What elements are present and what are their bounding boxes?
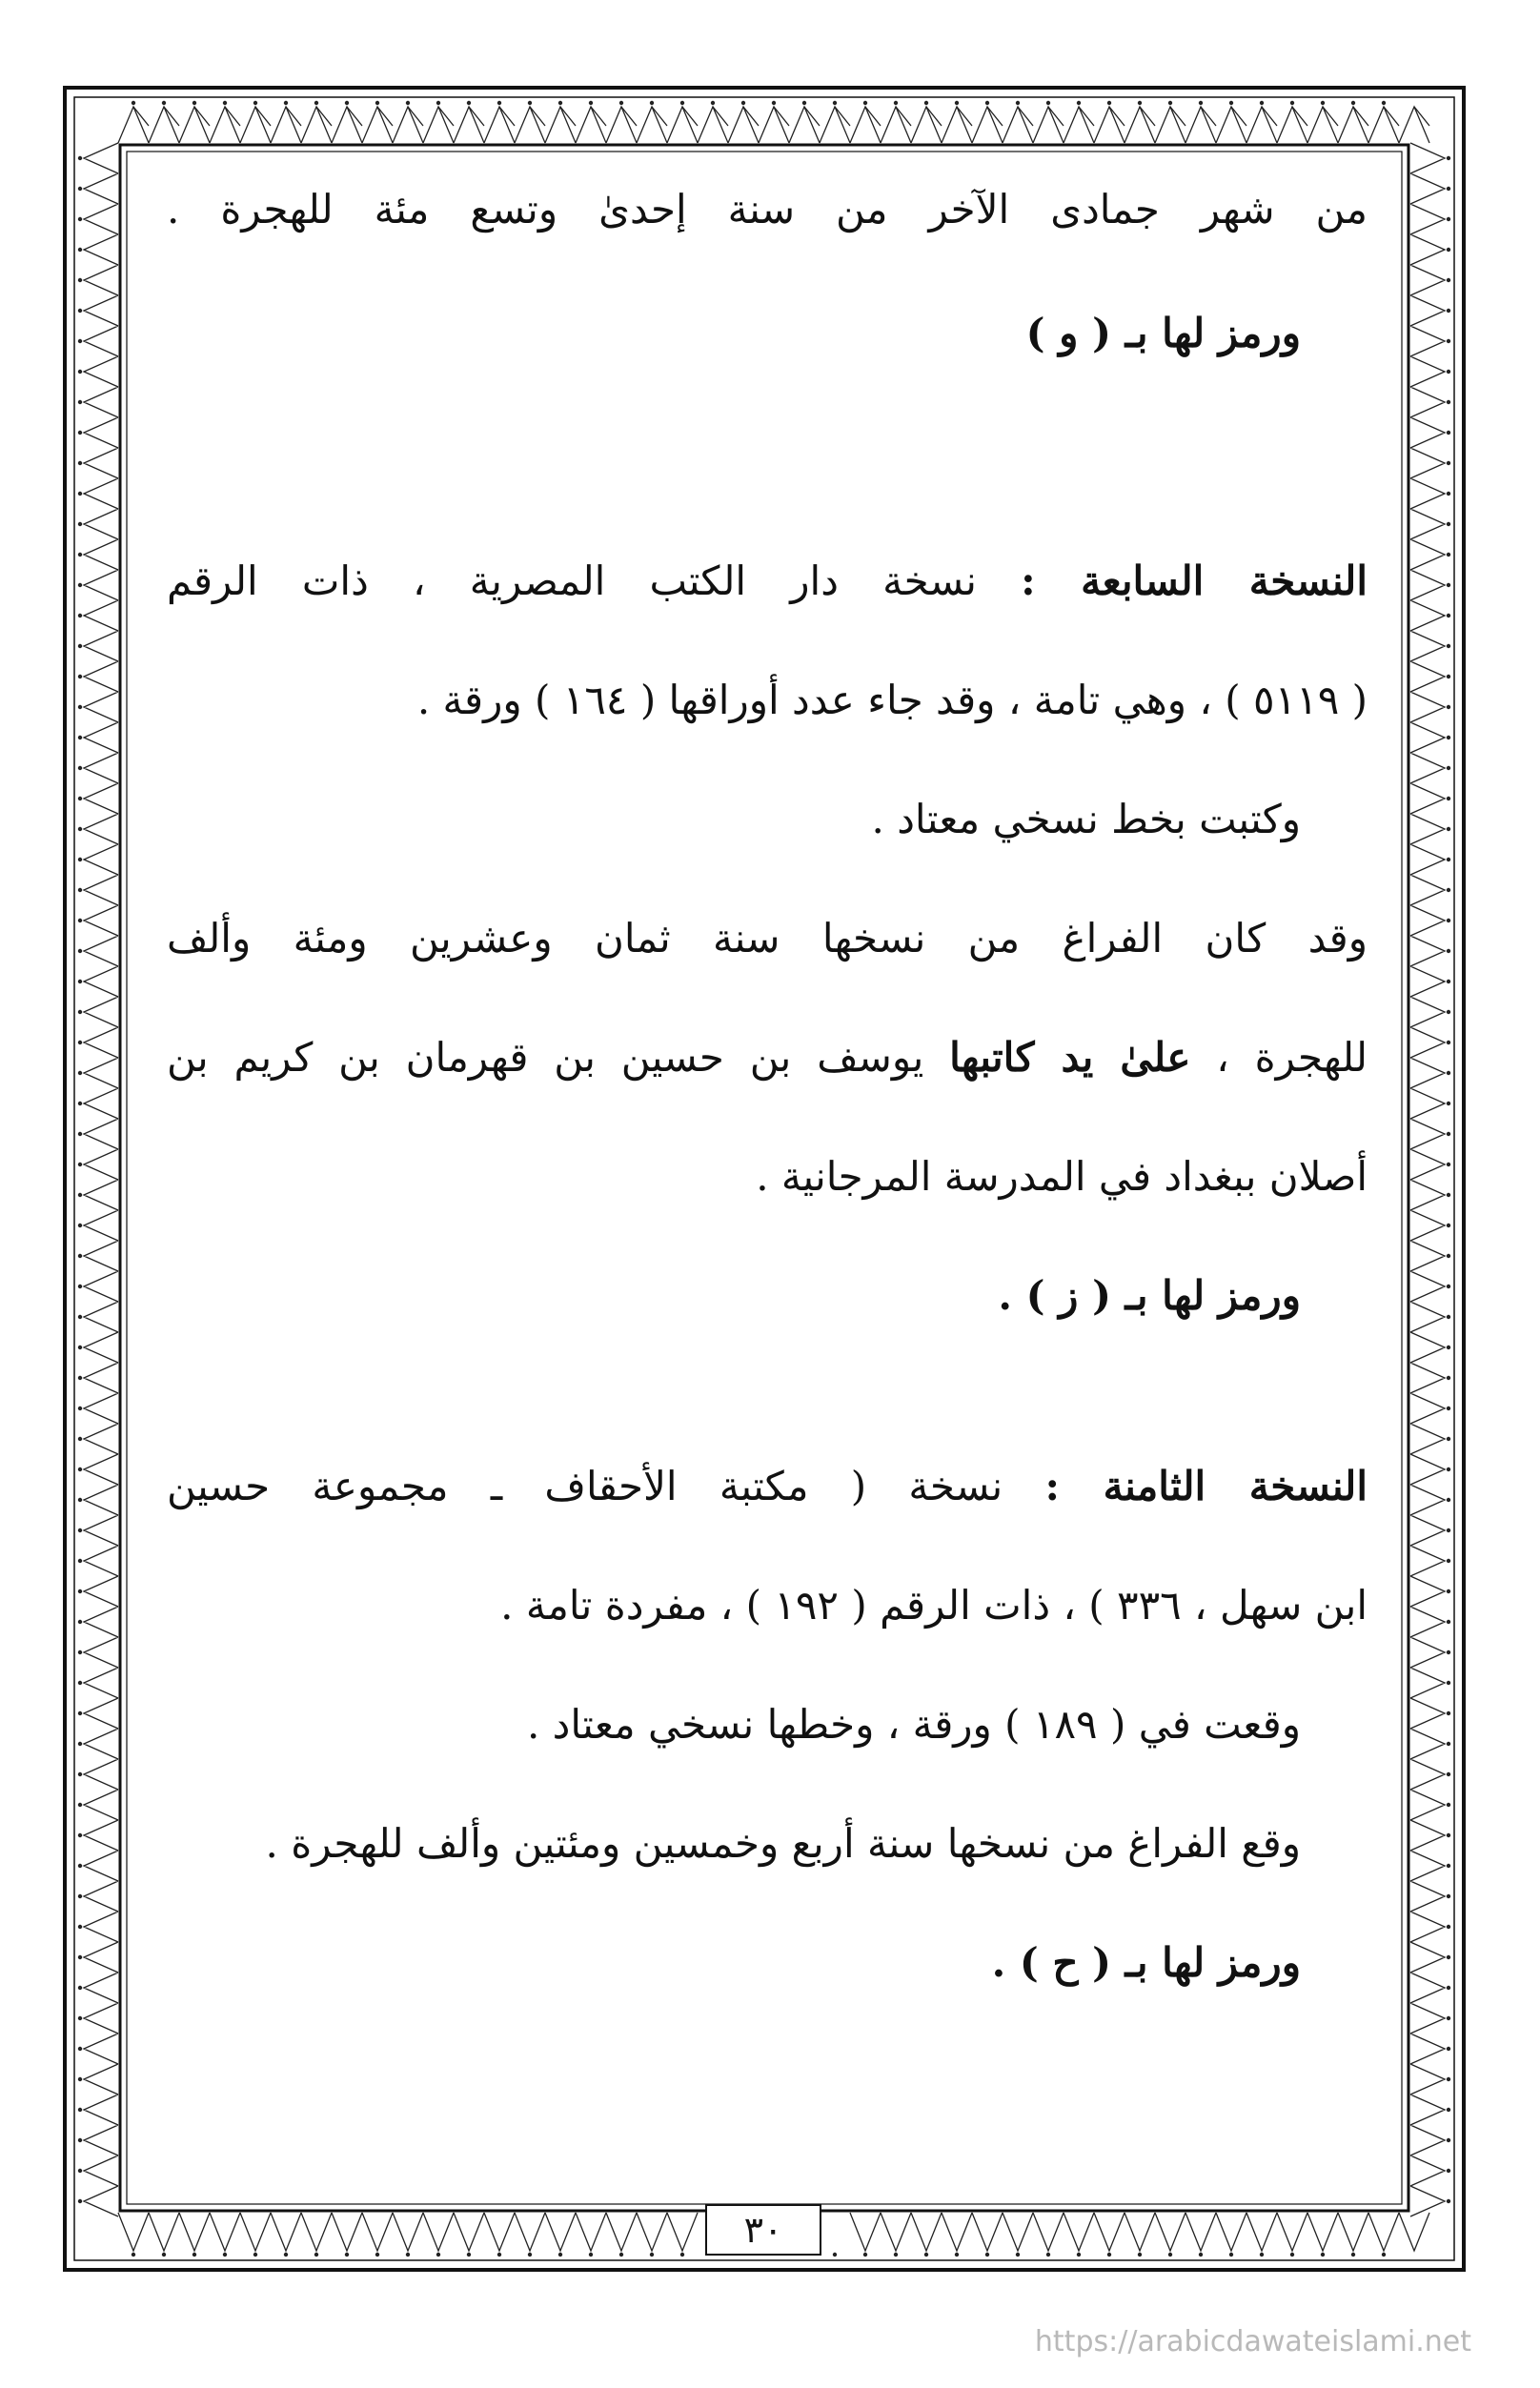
text-line-14-symbol-ha: ورمز لها بـ ( ح ) .	[991, 1939, 1301, 1986]
border-dot	[78, 309, 82, 313]
border-dot	[1077, 2253, 1081, 2256]
border-dot	[78, 1346, 82, 1349]
border-dot	[1447, 1467, 1450, 1471]
border-dot	[1229, 2253, 1233, 2256]
border-dot	[1447, 370, 1450, 374]
border-dot	[132, 101, 135, 105]
border-dot	[78, 888, 82, 892]
border-dot	[436, 2253, 440, 2256]
page-number: ٣٠	[705, 2204, 821, 2256]
border-dot	[78, 1193, 82, 1197]
border-dot	[1447, 217, 1450, 221]
border-dot	[1447, 1711, 1450, 1715]
border-dot	[467, 101, 471, 105]
border-dot	[78, 1224, 82, 1227]
border-dot	[1447, 1285, 1450, 1288]
border-dot	[985, 101, 989, 105]
border-dot	[1447, 1589, 1450, 1593]
border-dot	[1447, 1620, 1450, 1624]
border-dot	[406, 2253, 410, 2256]
border-dot	[1447, 766, 1450, 770]
border-dot	[78, 1163, 82, 1166]
border-dot	[78, 675, 82, 678]
border-dot	[772, 101, 776, 105]
border-dot	[680, 101, 684, 105]
border-dot	[467, 2253, 471, 2256]
border-dot	[1447, 187, 1450, 191]
border-dot	[1447, 797, 1450, 800]
text-line-eighth-copy	[167, 1458, 1368, 1515]
text-line-seventh-copy	[167, 553, 1368, 610]
text-line-11: ابن سهل ، ٣٣٦ ) ، ذات الرقم ( ١٩٢ ) ، مفردة تامة .	[500, 1582, 1368, 1629]
border-dot	[1138, 2253, 1142, 2256]
border-dot	[1447, 1224, 1450, 1227]
border-dot	[78, 1132, 82, 1136]
text-line-1: من شهر جمادى الآخر من سنة إحدىٰ وتسع مئة للهجرة .	[167, 186, 1368, 233]
border-dot	[1168, 2253, 1172, 2256]
border-dot	[78, 583, 82, 587]
border-dot	[1447, 1163, 1450, 1166]
border-dot	[162, 101, 166, 105]
border-dot	[78, 614, 82, 617]
border-dot	[78, 1681, 82, 1685]
border-dot	[924, 2253, 928, 2256]
border-dot	[1447, 461, 1450, 465]
border-dot	[78, 1254, 82, 1258]
border-dot	[1447, 1559, 1450, 1563]
border-dot	[78, 1742, 82, 1746]
border-dot	[192, 2253, 196, 2256]
border-dot	[78, 705, 82, 709]
border-dot	[1447, 1925, 1450, 1929]
border-dot	[1447, 858, 1450, 861]
border-dot	[1351, 2253, 1355, 2256]
border-dot	[955, 101, 959, 105]
border-dot	[78, 1102, 82, 1105]
border-dot	[314, 101, 318, 105]
border-dot	[1260, 2253, 1264, 2256]
border-dot	[78, 827, 82, 831]
eighth-copy-text: نسخة ( مكتبة الأحقاف ـ مجموعة حسين	[167, 1463, 1003, 1509]
border-dot	[1046, 2253, 1050, 2256]
border-dot	[833, 101, 837, 105]
border-dot	[1382, 101, 1386, 105]
border-dot	[1107, 101, 1111, 105]
border-dot	[78, 1772, 82, 1776]
border-dot	[1447, 553, 1450, 557]
border-dot	[1447, 1346, 1450, 1349]
border-dot	[1447, 1041, 1450, 1044]
border-dot	[1447, 400, 1450, 404]
border-dot	[1447, 1102, 1450, 1105]
border-dot	[78, 1041, 82, 1044]
border-dot	[1447, 919, 1450, 922]
border-dot	[78, 1071, 82, 1075]
text-body	[167, 181, 1368, 2182]
border-dot	[1447, 2077, 1450, 2081]
border-dot	[78, 1437, 82, 1441]
border-dot	[78, 492, 82, 496]
border-dot	[1447, 2199, 1450, 2203]
border-dot	[78, 339, 82, 343]
heading-eighth-copy: النسخة الثامنة :	[1044, 1463, 1368, 1509]
border-dot	[436, 101, 440, 105]
text-line-4: ( ٥١١٩ ) ، وهي تامة ، وقد جاء عدد أوراقها ( ١٦٤ ) ورقة .	[416, 677, 1368, 723]
border-dot	[78, 1559, 82, 1563]
border-dot	[1046, 101, 1050, 105]
border-dot	[1447, 2169, 1450, 2173]
border-dot	[1447, 2016, 1450, 2020]
border-dot	[78, 919, 82, 922]
border-dot	[1290, 2253, 1294, 2256]
border-dot	[78, 1894, 82, 1898]
border-dot	[78, 370, 82, 374]
border-dot	[192, 101, 196, 105]
border-dot	[406, 101, 410, 105]
border-dot	[802, 101, 806, 105]
border-dot	[375, 2253, 379, 2256]
border-dot	[78, 1315, 82, 1319]
border-dot	[284, 2253, 288, 2256]
border-dot	[1077, 101, 1081, 105]
border-dot	[1382, 2253, 1386, 2256]
border-dot	[345, 101, 349, 105]
text-line-2-symbol-waw: ورمز لها بـ ( و )	[1025, 310, 1301, 356]
border-dot	[78, 1986, 82, 1990]
border-dot	[78, 766, 82, 770]
border-dot	[955, 2253, 959, 2256]
border-dot	[78, 2138, 82, 2142]
border-dot	[78, 431, 82, 435]
border-dot	[1107, 2253, 1111, 2256]
border-dot	[497, 101, 501, 105]
border-dot	[78, 1955, 82, 1959]
heading-seventh-copy: النسخة السابعة :	[1021, 557, 1368, 604]
border-dot	[1199, 101, 1203, 105]
border-dot	[78, 2016, 82, 2020]
border-dot	[497, 2253, 501, 2256]
border-dot	[1447, 1864, 1450, 1868]
border-dot	[78, 522, 82, 526]
border-dot	[78, 2108, 82, 2112]
border-dot	[1447, 309, 1450, 313]
border-dot	[78, 187, 82, 191]
border-dot	[741, 101, 745, 105]
border-dot	[162, 2253, 166, 2256]
border-dot	[78, 949, 82, 953]
text-line-13: وقع الفراغ من نسخها سنة أربع وخمسين ومئتين وألف للهجرة .	[265, 1820, 1301, 1867]
text-line-6: وقد كان الفراغ من نسخها سنة ثمان وعشرين ومئة وألف	[167, 915, 1368, 961]
border-dot	[1447, 1193, 1450, 1197]
border-dot	[78, 1528, 82, 1532]
border-dot	[1447, 614, 1450, 617]
border-dot	[1447, 888, 1450, 892]
border-dot	[78, 1864, 82, 1868]
border-dot	[589, 101, 593, 105]
border-dot	[78, 1589, 82, 1593]
border-dot	[619, 2253, 623, 2256]
border-dot	[833, 2253, 837, 2256]
text-line-5: وكتبت بخط نسخي معتاد .	[871, 796, 1301, 842]
border-dot	[78, 644, 82, 648]
border-dot	[78, 1376, 82, 1380]
border-dot	[375, 101, 379, 105]
border-dot	[78, 461, 82, 465]
border-dot	[78, 2169, 82, 2173]
border-dot	[78, 1650, 82, 1654]
border-dot	[1229, 101, 1233, 105]
border-dot	[1447, 431, 1450, 435]
border-dot	[1447, 1010, 1450, 1014]
text-line-8: أصلان ببغداد في المدرسة المرجانية .	[756, 1153, 1368, 1200]
border-dot	[1447, 675, 1450, 678]
border-dot	[78, 1010, 82, 1014]
border-dot	[132, 2253, 135, 2256]
border-dot	[1447, 1650, 1450, 1654]
border-dot	[78, 2077, 82, 2081]
border-dot	[314, 2253, 318, 2256]
text-line-7-bold: علىٰ يد كاتبها	[949, 1034, 1191, 1081]
border-dot	[680, 2253, 684, 2256]
border-dot	[711, 101, 715, 105]
border-dot	[78, 1406, 82, 1410]
border-dot	[1199, 2253, 1203, 2256]
border-dot	[650, 101, 654, 105]
border-dot	[1447, 522, 1450, 526]
text-line-7	[167, 1029, 1368, 1086]
border-dot	[1447, 1742, 1450, 1746]
border-dot	[1447, 1254, 1450, 1258]
border-dot	[1447, 827, 1450, 831]
border-dot	[863, 2253, 867, 2256]
border-dot	[78, 1711, 82, 1715]
border-dot	[1447, 736, 1450, 739]
border-dot	[78, 278, 82, 282]
border-dot	[1447, 1406, 1450, 1410]
border-dot	[1447, 1681, 1450, 1685]
border-dot	[78, 1620, 82, 1624]
border-dot	[1447, 2108, 1450, 2112]
border-dot	[1351, 101, 1355, 105]
border-dot	[1321, 101, 1325, 105]
border-dot	[78, 1803, 82, 1807]
border-dot	[78, 217, 82, 221]
border-dot	[985, 2253, 989, 2256]
border-dot	[1447, 2047, 1450, 2051]
border-dot	[78, 2199, 82, 2203]
border-dot	[1447, 1803, 1450, 1807]
border-dot	[1447, 156, 1450, 160]
border-dot	[78, 736, 82, 739]
border-dot	[1447, 1986, 1450, 1990]
border-dot	[894, 2253, 898, 2256]
border-dot	[1447, 1437, 1450, 1441]
border-dot	[78, 2047, 82, 2051]
border-dot	[1447, 1498, 1450, 1502]
border-dot	[78, 1467, 82, 1471]
border-dot	[78, 858, 82, 861]
border-dot	[1447, 492, 1450, 496]
border-dot	[223, 101, 227, 105]
border-dot	[1447, 1376, 1450, 1380]
border-dot	[78, 156, 82, 160]
border-dot	[1447, 1071, 1450, 1075]
border-dot	[589, 2253, 593, 2256]
border-dot	[253, 101, 257, 105]
border-dot	[1447, 980, 1450, 983]
border-dot	[863, 101, 867, 105]
border-dot	[558, 101, 562, 105]
text-line-7-part-a: للهجرة ،	[1216, 1034, 1368, 1081]
border-dot	[78, 400, 82, 404]
border-dot	[1447, 278, 1450, 282]
border-dot	[1447, 2138, 1450, 2142]
border-dot	[528, 101, 532, 105]
border-dot	[1168, 101, 1172, 105]
border-dot	[619, 101, 623, 105]
border-dot	[345, 2253, 349, 2256]
border-dot	[1138, 101, 1142, 105]
border-dot	[78, 1285, 82, 1288]
seventh-copy-text: نسخة دار الكتب المصرية ، ذات الرقم	[167, 557, 977, 604]
border-dot	[78, 1925, 82, 1929]
border-dot	[78, 1833, 82, 1837]
border-dot	[1447, 1772, 1450, 1776]
border-dot	[1447, 949, 1450, 953]
border-dot	[1447, 1955, 1450, 1959]
border-dot	[1260, 101, 1264, 105]
border-dot	[1016, 2253, 1020, 2256]
text-line-9-symbol-zay: ورمز لها بـ ( ز ) .	[998, 1272, 1301, 1319]
border-dot	[1447, 248, 1450, 252]
border-dot	[1321, 2253, 1325, 2256]
border-dot	[1447, 583, 1450, 587]
border-dot	[1290, 101, 1294, 105]
border-dot	[78, 553, 82, 557]
border-dot	[78, 980, 82, 983]
border-dot	[253, 2253, 257, 2256]
border-dot	[1447, 1528, 1450, 1532]
border-dot	[78, 797, 82, 800]
border-dot	[1447, 1894, 1450, 1898]
border-dot	[558, 2253, 562, 2256]
border-dot	[1447, 1132, 1450, 1136]
border-dot	[1447, 1833, 1450, 1837]
border-dot	[223, 2253, 227, 2256]
border-dot	[1447, 644, 1450, 648]
border-dot	[650, 2253, 654, 2256]
border-dot	[1447, 339, 1450, 343]
border-dot	[1016, 101, 1020, 105]
border-dot	[894, 101, 898, 105]
border-dot	[1447, 705, 1450, 709]
watermark-url: https://arabicdawateislami.net	[1034, 2325, 1471, 2358]
border-dot	[284, 101, 288, 105]
border-dot	[1447, 1315, 1450, 1319]
text-line-12: وقعت في ( ١٨٩ ) ورقة ، وخطها نسخي معتاد .	[526, 1701, 1301, 1748]
border-dot	[528, 2253, 532, 2256]
border-dot	[78, 1498, 82, 1502]
text-line-7-part-c: يوسف بن حسين بن قهرمان بن كريم بن	[167, 1034, 924, 1081]
border-dot	[78, 248, 82, 252]
border-dot	[924, 101, 928, 105]
